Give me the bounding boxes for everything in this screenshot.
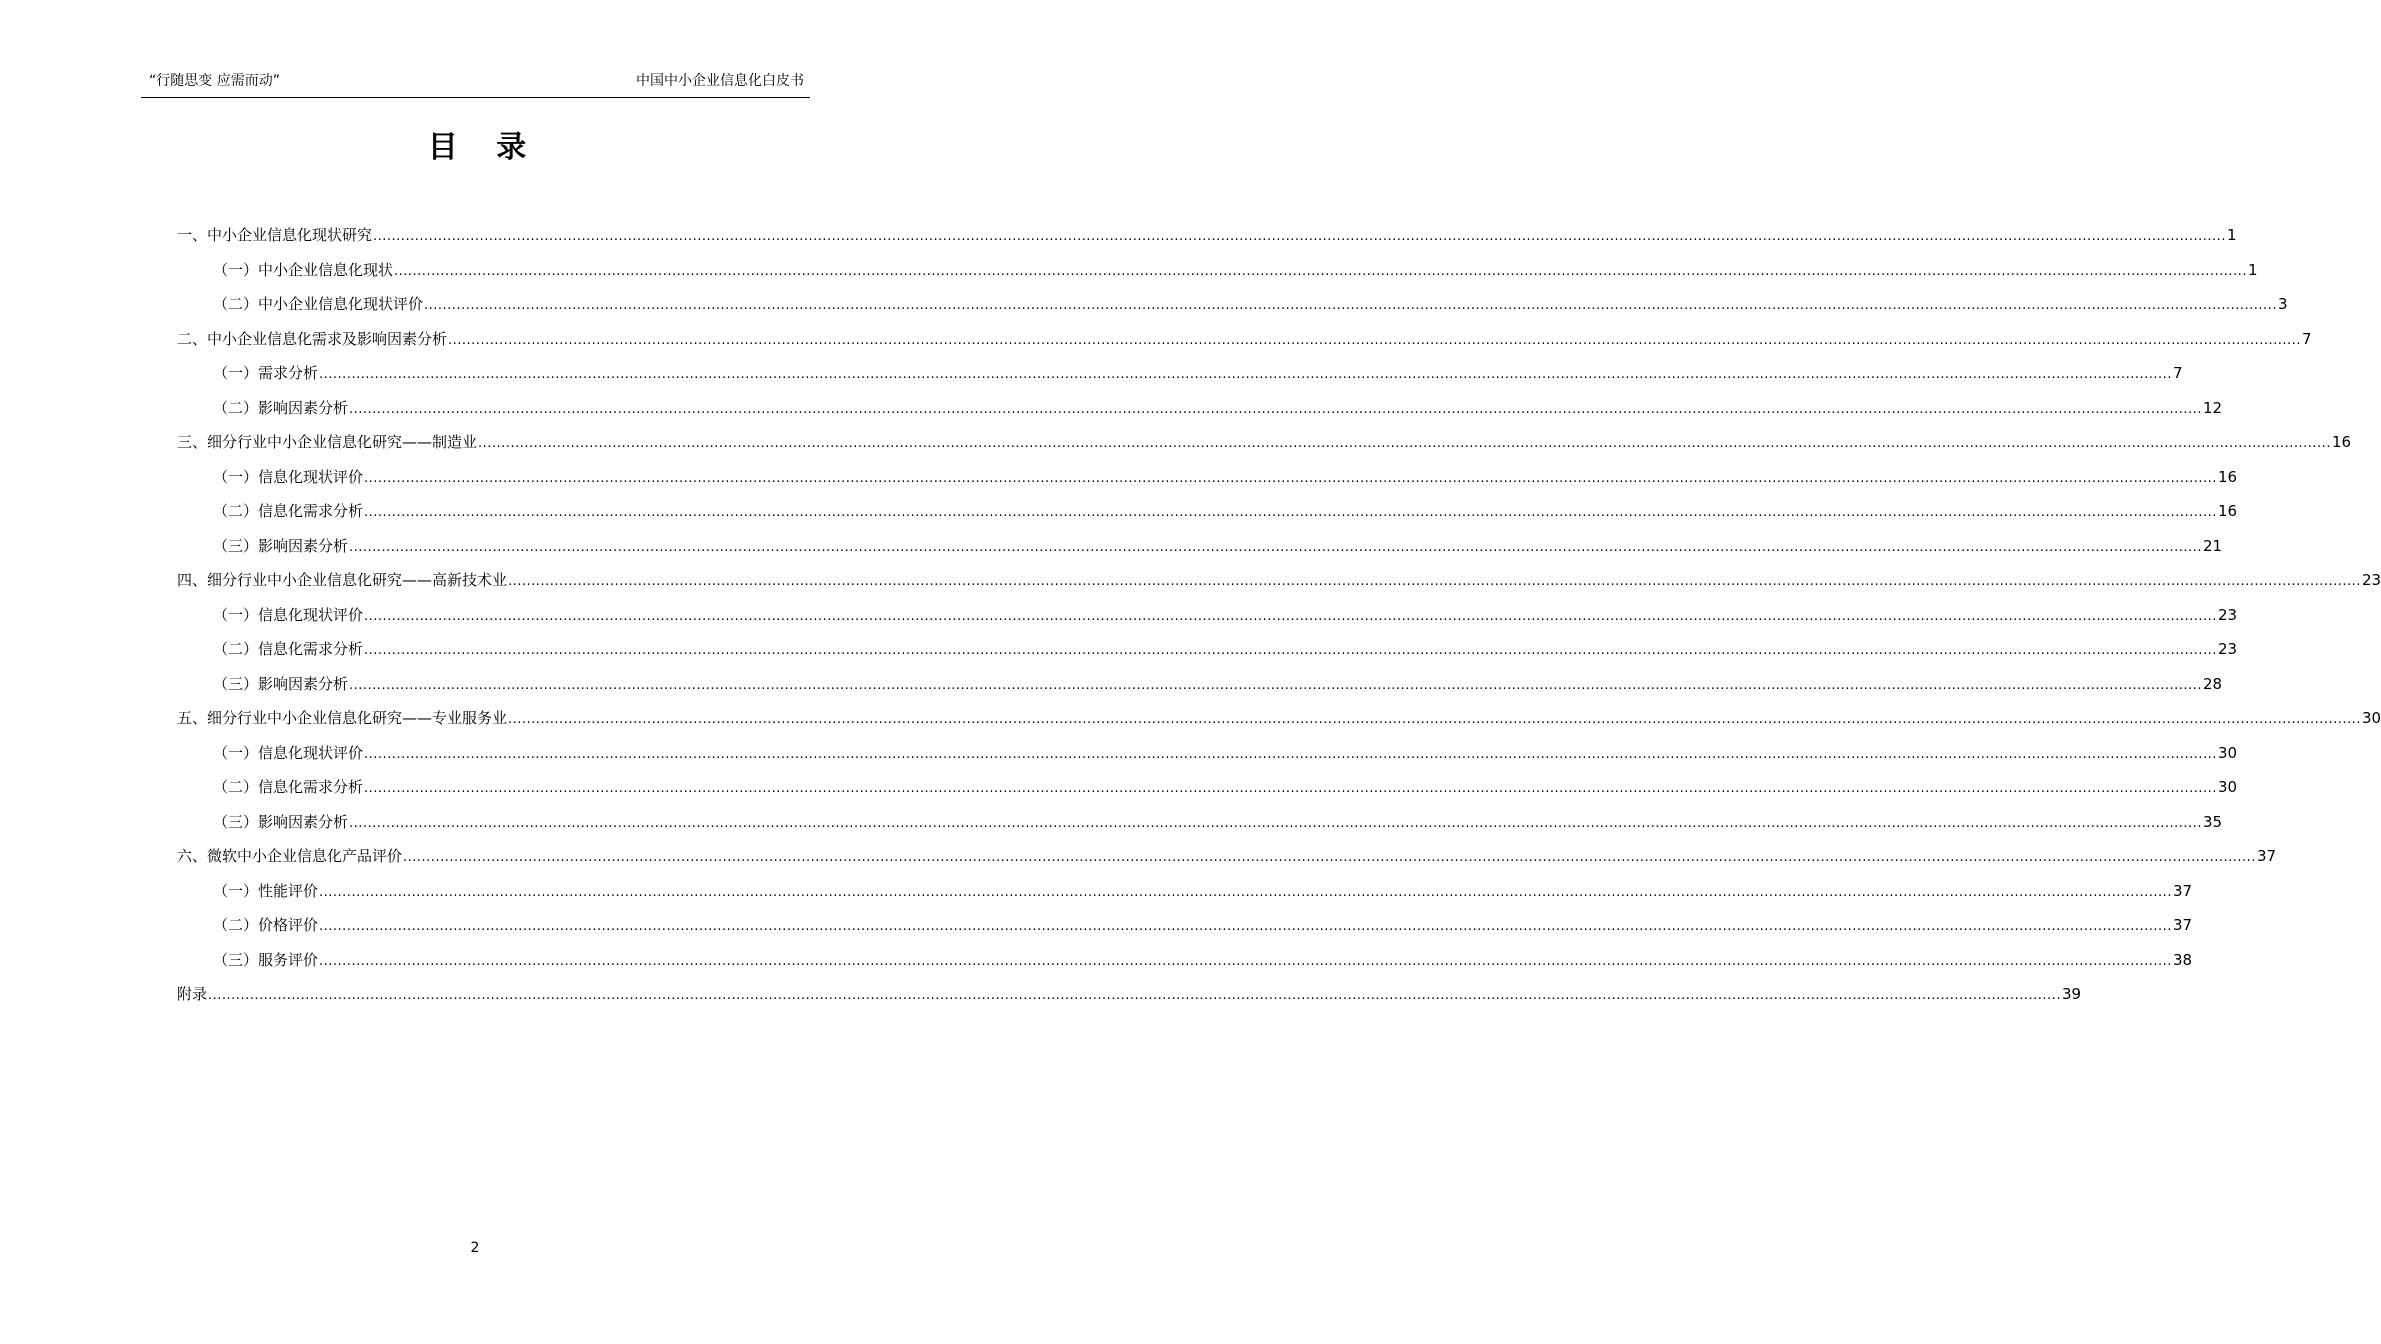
toc-dot-leader: ................................................................................................................................................................................................................................................................................................................................................................................................................ <box>364 505 2217 520</box>
toc-entry[interactable] <box>177 253 2258 288</box>
toc-entry[interactable] <box>177 563 2381 598</box>
toc-dot-leader: ................................................................................................................................................................................................................................................................................................................................................................................................................ <box>208 988 2061 1003</box>
toc-entry-page: 30 <box>2217 743 2238 762</box>
toc-dot-leader: ................................................................................................................................................................................................................................................................................................................................................................................................................ <box>319 919 2172 934</box>
toc-entry-page: 37 <box>2172 916 2193 934</box>
toc-dot-leader: ................................................................................................................................................................................................................................................................................................................................................................................................................ <box>349 539 2202 555</box>
toc-entry-label: （二）影响因素分析 <box>213 398 349 417</box>
toc-dot-leader: ................................................................................................................................................................................................................................................................................................................................................................................................................ <box>478 436 2331 451</box>
toc-entry-label: （一）需求分析 <box>213 364 319 382</box>
toc-entry-page: 23 <box>2217 605 2238 624</box>
toc-entry-page: 23 <box>2361 571 2381 589</box>
toc-entry-label: （二）中小企业信息化现状评价 <box>213 295 424 313</box>
toc-entry-label: （二）信息化需求分析 <box>213 640 364 658</box>
toc-dot-leader: ................................................................................................................................................................................................................................................................................................................................................................................................................ <box>394 263 2247 279</box>
toc-dot-leader: ................................................................................................................................................................................................................................................................................................................................................................................................................ <box>364 608 2217 624</box>
page-title: 目 录 <box>427 130 541 165</box>
toc-dot-leader: ................................................................................................................................................................................................................................................................................................................................................................................................................ <box>364 746 2217 762</box>
header-slogan: “行随思变 应需而动” <box>149 73 280 89</box>
toc-entry[interactable] <box>177 391 2223 426</box>
toc-dot-leader: ................................................................................................................................................................................................................................................................................................................................................................................................................ <box>364 781 2217 796</box>
toc-entry-page: 1 <box>2226 226 2237 244</box>
toc-dot-leader: ................................................................................................................................................................................................................................................................................................................................................................................................................ <box>364 643 2217 658</box>
toc-dot-leader: ................................................................................................................................................................................................................................................................................................................................................................................................................ <box>508 574 2361 589</box>
toc-entry-page: 35 <box>2202 812 2223 831</box>
toc-entry-label: 三、细分行业中小企业信息化研究——制造业 <box>177 433 478 451</box>
toc-dot-leader: ................................................................................................................................................................................................................................................................................................................................................................................................................ <box>319 367 2172 382</box>
toc-entry-label: （一）信息化现状评价 <box>213 605 364 624</box>
toc-entry-page: 28 <box>2202 674 2223 693</box>
toc-dot-leader: ................................................................................................................................................................................................................................................................................................................................................................................................................ <box>349 677 2202 693</box>
toc-entry-page: 30 <box>2361 709 2381 727</box>
toc-entry[interactable] <box>177 701 2381 736</box>
toc-entry-page: 16 <box>2331 433 2352 451</box>
toc-entry[interactable] <box>177 736 2238 771</box>
toc-entry[interactable] <box>177 943 2193 978</box>
toc-entry-label: （一）中小企业信息化现状 <box>213 260 394 279</box>
toc-entry-label: 一、中小企业信息化现状研究 <box>177 226 373 244</box>
table-of-contents <box>177 218 2381 1012</box>
toc-entry[interactable] <box>177 667 2223 702</box>
toc-entry-page: 1 <box>2247 260 2258 279</box>
page-number: 2 <box>470 1240 480 1256</box>
toc-entry-page: 21 <box>2202 536 2223 555</box>
toc-entry-page: 37 <box>2172 881 2193 900</box>
toc-entry[interactable] <box>177 322 2312 357</box>
toc-entry-label: （二）信息化需求分析 <box>213 502 364 520</box>
toc-entry-page: 12 <box>2202 398 2223 417</box>
toc-dot-leader: ................................................................................................................................................................................................................................................................................................................................................................................................................ <box>349 401 2202 417</box>
toc-entry-label: 四、细分行业中小企业信息化研究——高新技术业 <box>177 571 508 589</box>
header-divider <box>141 97 810 98</box>
toc-dot-leader: ................................................................................................................................................................................................................................................................................................................................................................................................................ <box>373 229 2226 244</box>
toc-dot-leader: ................................................................................................................................................................................................................................................................................................................................................................................................................ <box>403 850 2256 865</box>
toc-entry[interactable] <box>177 770 2238 805</box>
header-document-title: 中国中小企业信息化白皮书 <box>636 73 804 89</box>
toc-entry[interactable] <box>177 805 2223 840</box>
toc-entry[interactable] <box>177 839 2277 874</box>
toc-dot-leader: ................................................................................................................................................................................................................................................................................................................................................................................................................ <box>349 815 2202 831</box>
toc-entry-label: （二）价格评价 <box>213 916 319 934</box>
toc-entry[interactable] <box>177 874 2193 909</box>
toc-entry-label: 五、细分行业中小企业信息化研究——专业服务业 <box>177 709 508 727</box>
toc-entry-label: （三）影响因素分析 <box>213 812 349 831</box>
toc-entry-label: 二、中小企业信息化需求及影响因素分析 <box>177 329 448 348</box>
toc-entry[interactable] <box>177 598 2238 633</box>
toc-dot-leader: ................................................................................................................................................................................................................................................................................................................................................................................................................ <box>364 470 2217 486</box>
toc-entry-page: 23 <box>2217 640 2238 658</box>
toc-entry-page: 7 <box>2301 329 2312 348</box>
toc-entry-page: 3 <box>2277 295 2288 313</box>
toc-entry-page: 39 <box>2061 985 2082 1003</box>
toc-entry-label: （三）影响因素分析 <box>213 536 349 555</box>
toc-entry-label: （一）信息化现状评价 <box>213 743 364 762</box>
toc-entry[interactable] <box>177 356 2183 391</box>
toc-dot-leader: ................................................................................................................................................................................................................................................................................................................................................................................................................ <box>319 884 2172 900</box>
toc-entry-page: 38 <box>2172 950 2193 969</box>
toc-entry-label: 附录 <box>177 985 208 1003</box>
toc-entry[interactable] <box>177 529 2223 564</box>
toc-entry-label: （一）性能评价 <box>213 881 319 900</box>
toc-entry-label: （二）信息化需求分析 <box>213 778 364 796</box>
toc-entry-page: 16 <box>2217 467 2238 486</box>
toc-entry[interactable] <box>177 977 2082 1012</box>
toc-entry-label: （三）服务评价 <box>213 950 319 969</box>
toc-entry-page: 16 <box>2217 502 2238 520</box>
toc-dot-leader: ................................................................................................................................................................................................................................................................................................................................................................................................................ <box>448 332 2301 348</box>
toc-entry-label: 六、微软中小企业信息化产品评价 <box>177 847 403 865</box>
toc-entry[interactable] <box>177 908 2193 943</box>
toc-entry[interactable] <box>177 460 2238 495</box>
toc-dot-leader: ................................................................................................................................................................................................................................................................................................................................................................................................................ <box>424 298 2277 313</box>
toc-entry-label: （一）信息化现状评价 <box>213 467 364 486</box>
page-header <box>141 70 810 92</box>
toc-entry[interactable] <box>177 218 2237 253</box>
toc-entry[interactable] <box>177 287 2288 322</box>
toc-entry-page: 37 <box>2256 847 2277 865</box>
toc-dot-leader: ................................................................................................................................................................................................................................................................................................................................................................................................................ <box>319 953 2172 969</box>
toc-entry[interactable] <box>177 494 2238 529</box>
toc-entry-label: （三）影响因素分析 <box>213 674 349 693</box>
toc-entry-page: 7 <box>2172 364 2183 382</box>
toc-entry[interactable] <box>177 632 2238 667</box>
toc-entry-page: 30 <box>2217 778 2238 796</box>
toc-entry[interactable] <box>177 425 2352 460</box>
toc-dot-leader: ................................................................................................................................................................................................................................................................................................................................................................................................................ <box>508 712 2361 727</box>
